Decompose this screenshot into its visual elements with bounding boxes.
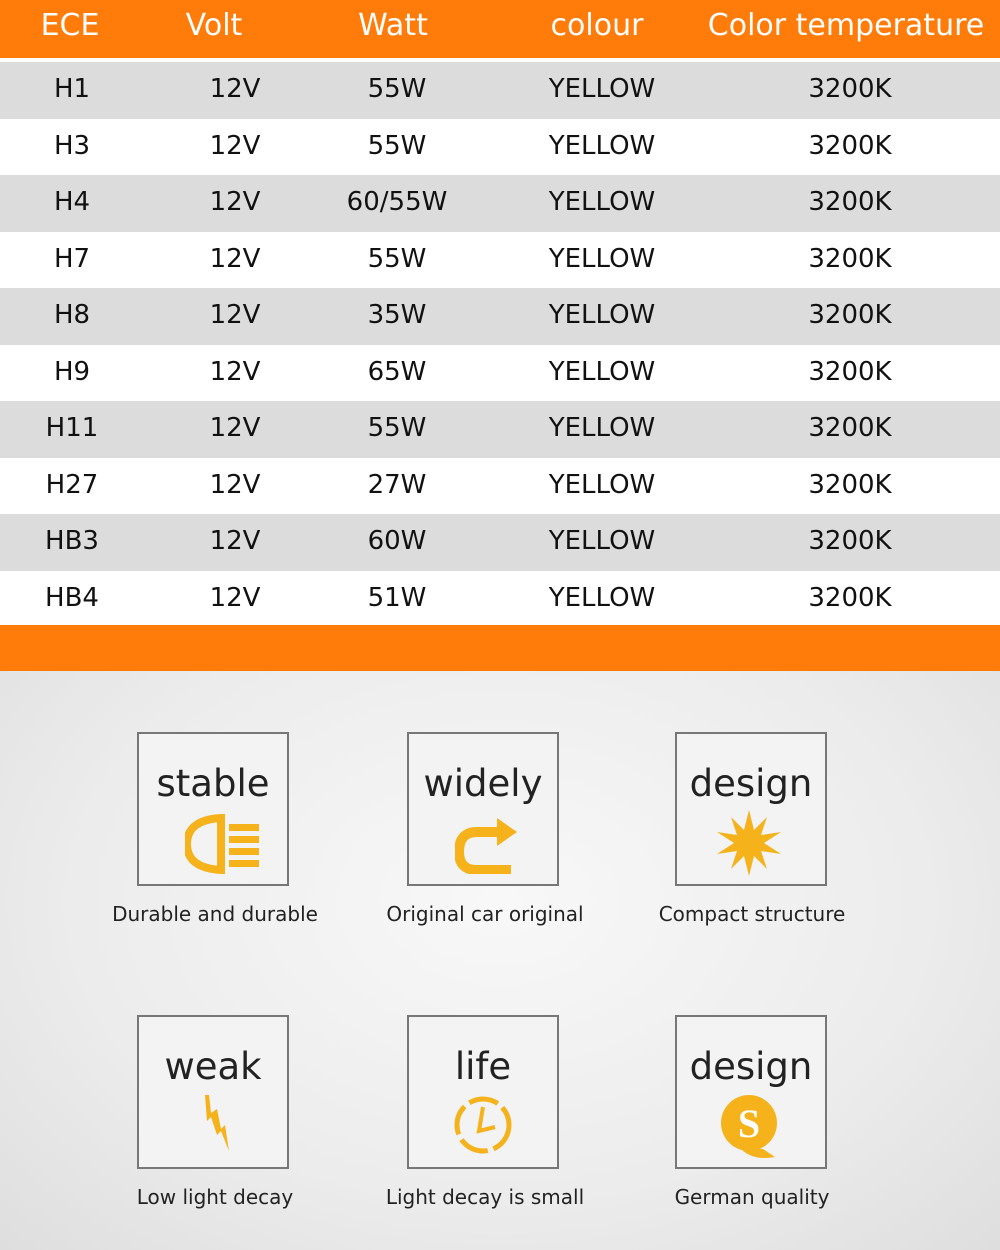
table-cell: H27 xyxy=(45,469,99,500)
table-cell: 55W xyxy=(367,243,427,274)
table-cell: YELLOW xyxy=(548,526,656,556)
table-cell: H11 xyxy=(45,413,99,443)
feature-weak xyxy=(137,1015,289,1169)
table-cell: 3200K xyxy=(808,243,892,274)
u-turn-arrow-icon xyxy=(455,814,555,874)
feature-widely xyxy=(407,732,559,886)
table-cell: 12V xyxy=(209,130,261,161)
feature-design-quality xyxy=(675,1015,827,1169)
feature-word: life xyxy=(454,1045,512,1088)
table-cell: 12V xyxy=(209,413,261,443)
headlight-icon xyxy=(185,814,285,874)
table-cell: 3200K xyxy=(808,526,892,556)
table-row xyxy=(0,401,1000,458)
table-cell: YELLOW xyxy=(548,300,656,330)
table-row xyxy=(0,119,1000,176)
table-cell: 60W xyxy=(367,526,427,556)
table-cell: 12V xyxy=(209,469,261,500)
header-color-temperature: Color temperature xyxy=(707,8,985,43)
table-cell: 65W xyxy=(367,356,427,387)
table-cell: H8 xyxy=(53,300,91,330)
feature-stable xyxy=(137,732,289,886)
table-row xyxy=(0,458,1000,515)
table-cell: H7 xyxy=(53,243,91,274)
table-cell: 3200K xyxy=(808,74,892,104)
feature-caption: Original car original xyxy=(386,902,584,926)
table-cell: H9 xyxy=(53,356,91,387)
table-cell: 55W xyxy=(367,130,427,161)
table-cell: HB3 xyxy=(45,526,99,556)
table-cell: 12V xyxy=(209,187,261,217)
feature-caption: German quality xyxy=(674,1185,830,1209)
orange-divider xyxy=(0,625,1000,671)
table-row xyxy=(0,514,1000,571)
header-watt: Watt xyxy=(358,8,428,43)
clock-icon xyxy=(451,1091,521,1161)
table-cell: 12V xyxy=(209,74,261,104)
table-cell: 3200K xyxy=(808,356,892,387)
table-row xyxy=(0,232,1000,289)
table-cell: YELLOW xyxy=(548,356,656,387)
header-ece: ECE xyxy=(40,8,100,43)
table-cell: YELLOW xyxy=(548,187,656,217)
table-cell: H4 xyxy=(53,187,91,217)
feature-caption: Durable and durable xyxy=(112,902,318,926)
table-cell: 35W xyxy=(367,300,427,330)
table-row xyxy=(0,345,1000,402)
lightning-icon xyxy=(201,1095,241,1155)
table-row xyxy=(0,571,1000,628)
header-colour: colour xyxy=(550,8,644,43)
table-cell: YELLOW xyxy=(548,74,656,104)
table-cell: 12V xyxy=(209,300,261,330)
table-cell: 55W xyxy=(367,413,427,443)
table-cell: YELLOW xyxy=(548,243,656,274)
table-cell: 3200K xyxy=(808,582,892,613)
table-row xyxy=(0,288,1000,345)
table-cell: 12V xyxy=(209,243,261,274)
table-cell: H1 xyxy=(53,74,91,104)
table-row xyxy=(0,62,1000,119)
feature-word: design xyxy=(689,762,813,805)
table-cell: 3200K xyxy=(808,130,892,161)
table-cell: 60/55W xyxy=(346,187,448,217)
feature-design-compact xyxy=(675,732,827,886)
table-cell: YELLOW xyxy=(548,582,656,613)
table-cell: YELLOW xyxy=(548,413,656,443)
header-volt: Volt xyxy=(185,8,243,43)
feature-caption: Compact structure xyxy=(658,902,846,926)
table-cell: 3200K xyxy=(808,469,892,500)
feature-life xyxy=(407,1015,559,1169)
table-cell: 3200K xyxy=(808,300,892,330)
table-cell: 3200K xyxy=(808,413,892,443)
table-header xyxy=(0,0,1000,58)
table-cell: 12V xyxy=(209,356,261,387)
feature-word: stable xyxy=(156,762,270,805)
feature-caption: Low light decay xyxy=(136,1185,294,1209)
table-cell: HB4 xyxy=(45,582,99,613)
feature-word: weak xyxy=(164,1045,262,1088)
svg-text:S: S xyxy=(737,1101,761,1146)
starburst-icon xyxy=(717,810,817,876)
table-cell: 12V xyxy=(209,582,261,613)
table-cell: YELLOW xyxy=(548,469,656,500)
table-row xyxy=(0,175,1000,232)
table-cell: 3200K xyxy=(808,187,892,217)
feature-word: widely xyxy=(423,762,543,805)
s-quality-icon xyxy=(719,1093,789,1163)
table-cell: 55W xyxy=(367,74,427,104)
table-cell: H3 xyxy=(53,130,91,161)
table-cell: 51W xyxy=(367,582,427,613)
table-cell: 27W xyxy=(367,469,427,500)
table-cell: 12V xyxy=(209,526,261,556)
feature-word: design xyxy=(689,1045,813,1088)
table-cell: YELLOW xyxy=(548,130,656,161)
feature-caption: Light decay is small xyxy=(385,1185,585,1209)
